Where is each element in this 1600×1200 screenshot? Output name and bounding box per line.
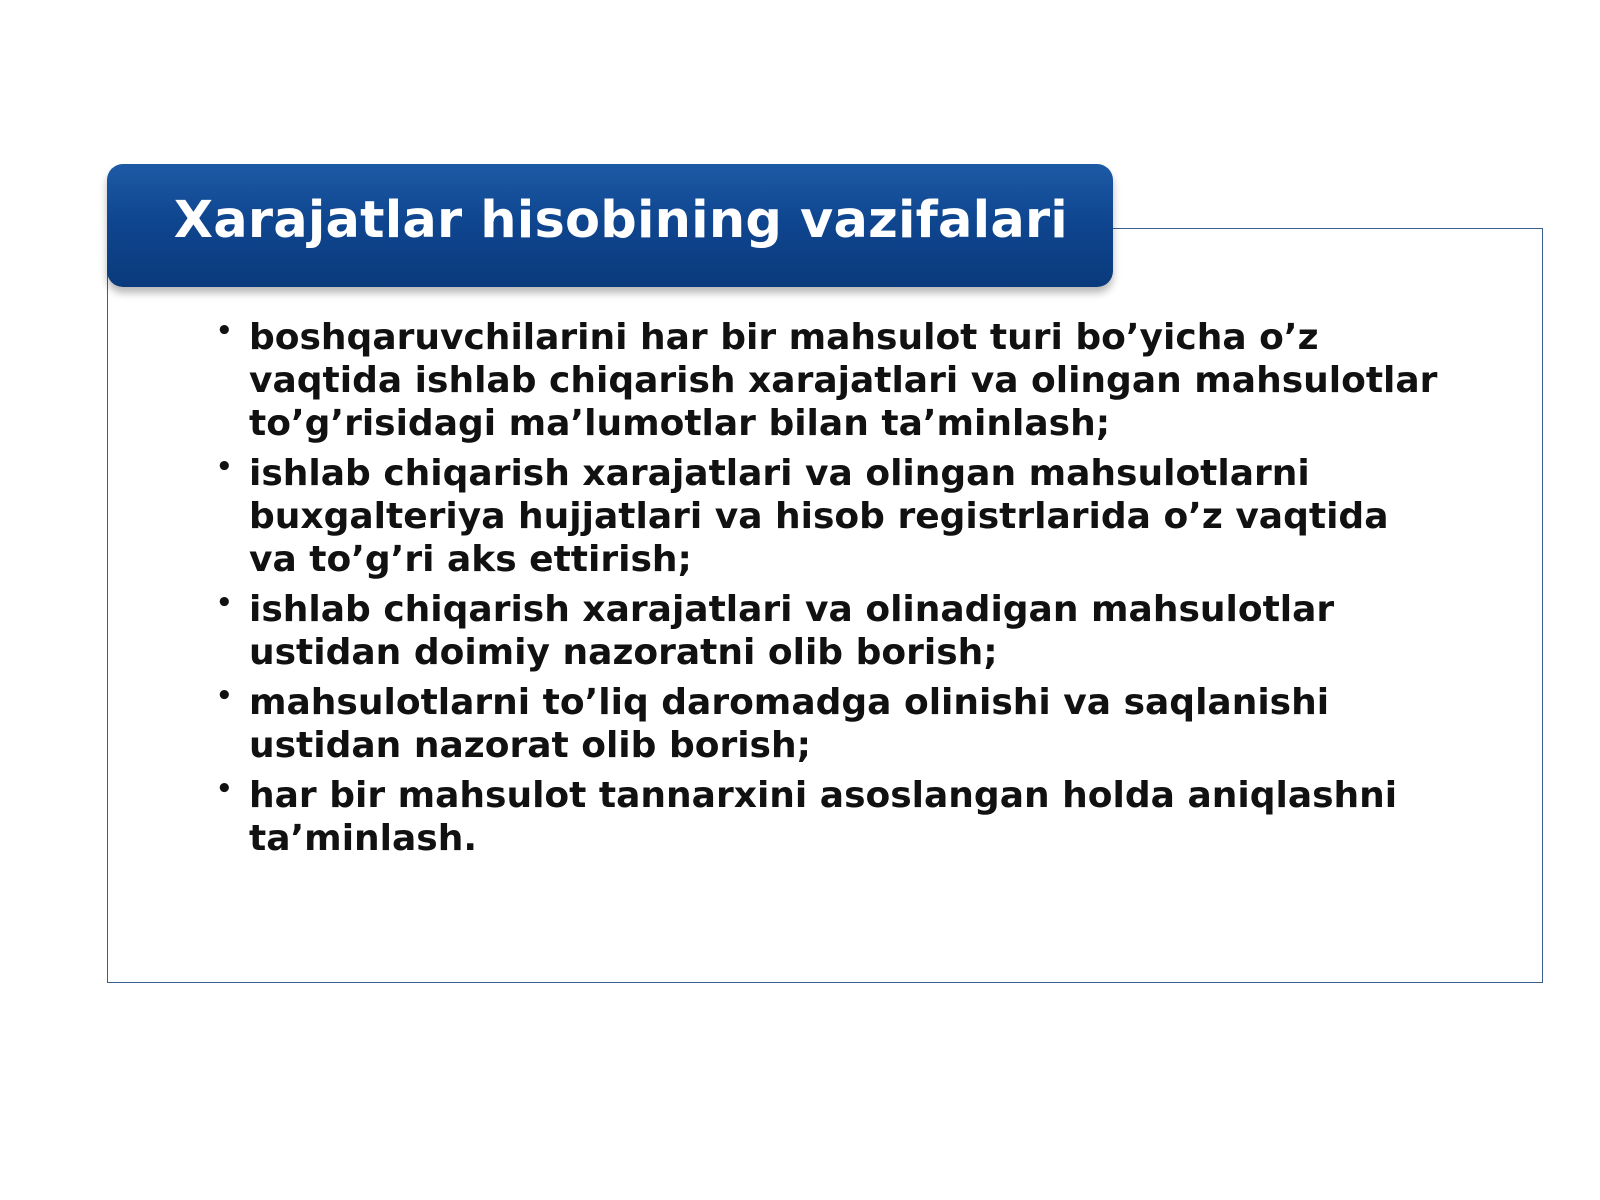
bullet-text: boshqaruvchilarini har bir mahsulot turi bo’yicha o’z vaqtida ishlab chiqarish xarajatlari va olingan mahsulotlar to’g’risidagi ma’lumotlar bilan ta’minlash; (249, 317, 1438, 444)
bullet-item (214, 588, 1444, 674)
bullet-text: ishlab chiqarish xarajatlari va olingan mahsulotlarni buxgalteriya hujjatlari va hisob registrlarida o’z vaqtida va to’g’ri aks ettirish; (249, 453, 1389, 580)
bullet-list (214, 316, 1444, 867)
bullet-item (214, 774, 1444, 860)
bullet-item (214, 452, 1444, 581)
title-banner (107, 164, 1113, 287)
bullet-dot-icon: • (216, 316, 233, 346)
bullet-text: har bir mahsulot tannarxini asoslangan holda aniqlashni ta’minlash. (249, 775, 1398, 859)
bullet-text: mahsulotlarni to’liq daromadga olinishi va saqlanishi ustidan nazorat olib borish; (249, 682, 1330, 766)
bullet-dot-icon: • (216, 774, 233, 804)
bullet-item (214, 681, 1444, 767)
bullet-dot-icon: • (216, 681, 233, 711)
bullet-dot-icon: • (216, 588, 233, 618)
slide-title: Xarajatlar hisobining vazifalari (173, 191, 1068, 250)
bullet-dot-icon: • (216, 452, 233, 482)
bullet-item (214, 316, 1444, 445)
bullet-text: ishlab chiqarish xarajatlari va olinadigan mahsulotlar ustidan doimiy nazoratni olib borish; (249, 589, 1335, 673)
